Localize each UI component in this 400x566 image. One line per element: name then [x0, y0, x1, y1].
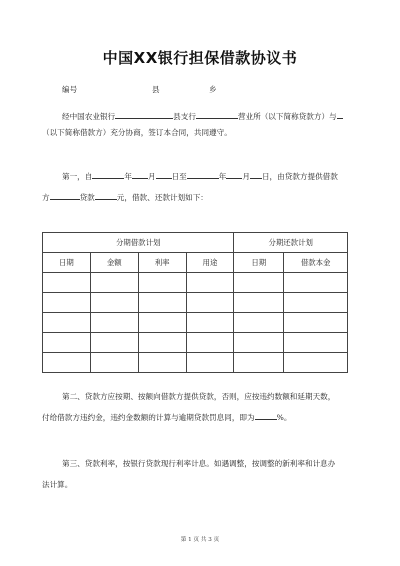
table-cell	[138, 333, 186, 353]
table-cell	[234, 313, 284, 333]
column-header: 日期	[43, 253, 91, 273]
table-row	[43, 313, 348, 333]
number-label: 编号	[62, 85, 78, 94]
table-cell	[90, 273, 138, 293]
column-header: 金额	[90, 253, 138, 273]
clause2-text-b: %。	[276, 413, 292, 422]
table-cell	[43, 293, 91, 313]
table-row	[43, 293, 348, 313]
table-cell	[186, 293, 234, 313]
office-blank	[196, 111, 238, 119]
borrower-blank	[337, 111, 343, 119]
clause2-text-a: 付给借款方违约金，违约金数额的计算与逾期贷款罚息同，即为	[42, 413, 255, 422]
borrow-plan-header: 分期借款计划	[43, 233, 234, 253]
table-body	[43, 273, 348, 373]
table-cell	[234, 293, 284, 313]
amount-blank	[95, 192, 117, 200]
borrower-name-blank	[50, 192, 80, 200]
page-footer: 第 1 页 共 3 页	[180, 537, 220, 543]
table-cell	[234, 273, 284, 293]
intro-text-c: 营业所（以下简称贷款方）与	[237, 112, 337, 121]
table-cell	[234, 353, 284, 373]
branch-blank	[115, 111, 173, 119]
intro-line-2: （以下简称借款方）充分协商，签订本合同，共同遵守。	[42, 128, 232, 137]
table-cell	[43, 353, 91, 373]
table-cell	[284, 293, 348, 313]
clause1-text-d: 日至	[171, 172, 187, 181]
table-cell	[186, 333, 234, 353]
intro-text-b: 县支行	[173, 112, 196, 121]
table-cell	[43, 273, 91, 293]
clause3-line-1: 第三、贷款利率，按银行贷款现行利率计息。如遇调整，按调整的新利率和计息办	[62, 459, 336, 468]
end-month-blank	[226, 171, 242, 179]
table-cell	[90, 333, 138, 353]
start-month-blank	[132, 171, 148, 179]
table-cell	[284, 333, 348, 353]
clause1-text-j: 元，借款、还款计划如下：	[116, 193, 208, 202]
township-label: 乡	[209, 85, 217, 94]
table-cell	[43, 313, 91, 333]
end-day-blank	[250, 171, 262, 179]
clause1-text-a: 第一，自	[62, 172, 93, 181]
table-row	[43, 353, 348, 373]
loan-plan-table	[42, 232, 348, 373]
clause2-line-1: 第二、贷款方应按期、按额向借款方提供贷款，否则，应按违约数额和延期天数，	[62, 392, 336, 401]
table-cell	[90, 353, 138, 373]
table-cell	[186, 353, 234, 373]
table-cell	[186, 273, 234, 293]
clause2-line-2	[42, 412, 291, 423]
clause1-text-f: 月	[242, 172, 250, 181]
column-header: 日期	[234, 253, 284, 273]
column-header: 借款本金	[284, 253, 348, 273]
table-cell	[43, 333, 91, 353]
intro-line-1	[62, 111, 343, 122]
start-year-blank	[92, 171, 124, 179]
end-year-blank	[187, 171, 219, 179]
table-cell	[284, 273, 348, 293]
document-title: 中国XX银行担保借款协议书	[102, 49, 298, 67]
table-cell	[138, 293, 186, 313]
clause1-text-g: 日，由贷款方提供借款	[261, 172, 338, 181]
county-label: 县	[152, 85, 160, 94]
table-cell	[90, 313, 138, 333]
table-group-header-row	[43, 233, 348, 253]
start-day-blank	[156, 171, 172, 179]
clause1-text-h: 方	[42, 193, 50, 202]
table-cell	[138, 353, 186, 373]
intro-text-a: 经中国农业银行	[62, 112, 116, 121]
repay-plan-header: 分期还款计划	[234, 233, 348, 253]
column-header: 用途	[186, 253, 234, 273]
clause3-line-2: 法计算。	[42, 480, 73, 489]
table-cell	[186, 313, 234, 333]
table-cell	[284, 353, 348, 373]
column-header: 利率	[138, 253, 186, 273]
table-cell	[90, 293, 138, 313]
clause1-line-1	[62, 171, 338, 182]
clause1-line-2	[42, 192, 208, 203]
penalty-rate-blank	[255, 412, 277, 420]
table-cell	[138, 313, 186, 333]
clause1-text-e: 年	[218, 172, 227, 181]
table-row	[43, 333, 348, 353]
table-row	[43, 273, 348, 293]
clause1-text-b: 年	[124, 172, 132, 181]
table-cell	[234, 333, 284, 353]
table-column-header-row	[43, 253, 348, 273]
table-cell	[138, 273, 186, 293]
table-cell	[284, 313, 348, 333]
clause1-text-c: 月	[147, 172, 156, 181]
clause1-text-i: 贷款	[79, 193, 95, 202]
